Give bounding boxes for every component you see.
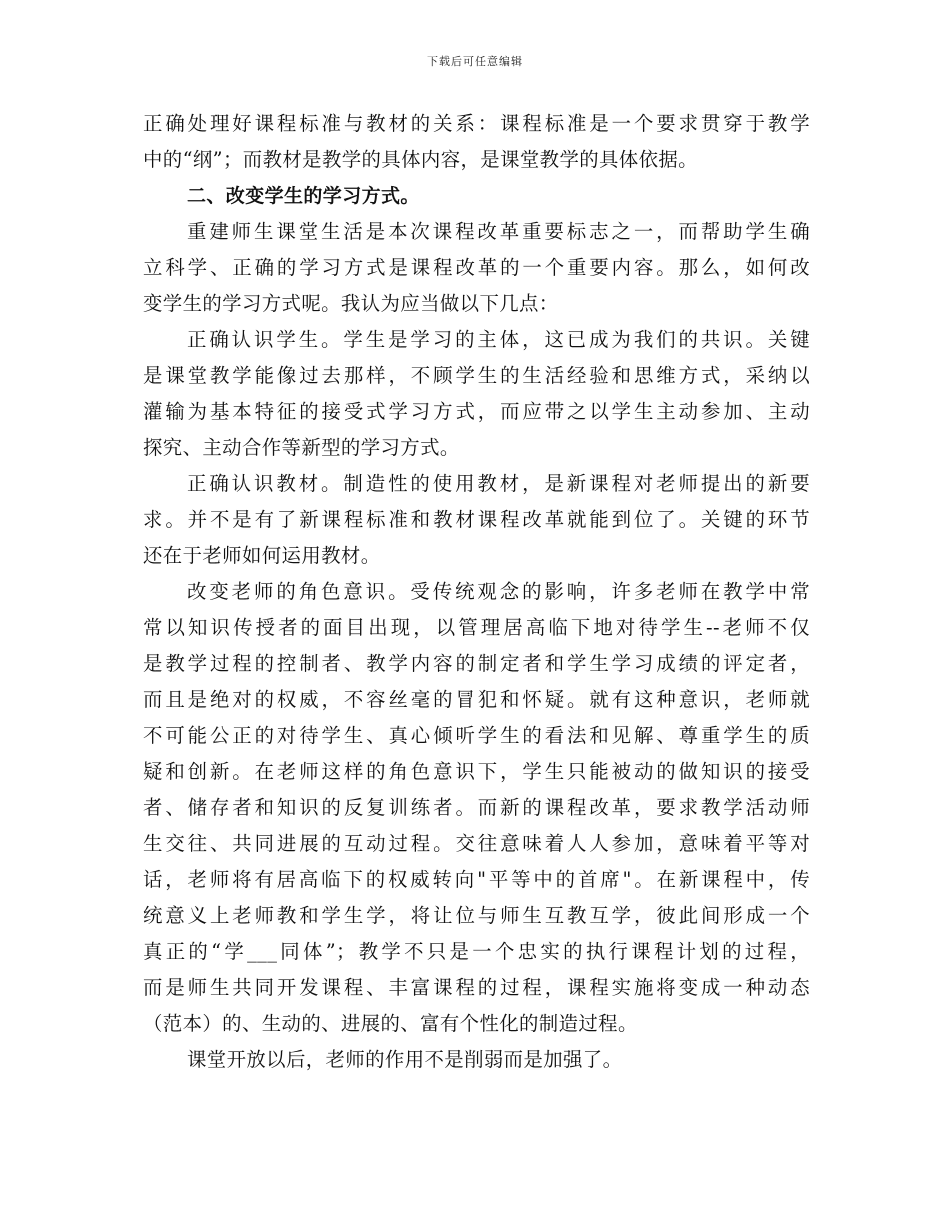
text-line: 不可能公正的对待学生、真心倾听学生的看法和见解、尊重学生的质 — [143, 724, 810, 747]
text-line: 正确认识教材。制造性的使用教材，是新课程对老师提出的新要 — [187, 472, 810, 495]
text-line: 疑和创新。在老师这样的角色意识下，学生只能被动的做知识的接受 — [143, 760, 810, 783]
text-line: 正确处理好课程标准与教材的关系：课程标准是一个要求贯穿于教学 — [143, 112, 810, 135]
text-line: 常以知识传授者的面目出现，以管理居高临下地对待学生--老师不仅 — [143, 616, 810, 639]
page-header: 下载后可任意编辑 — [427, 55, 523, 68]
text-line: 者、储存者和知识的反复训练者。而新的课程改革，要求教学活动师 — [143, 796, 810, 819]
text-line: 探究、主动合作等新型的学习方式。 — [143, 436, 460, 459]
text-line: 课堂开放以后，老师的作用不是削弱而是加强了。 — [187, 1048, 623, 1071]
text-line: 正确认识学生。学生是学习的主体，这已成为我们的共识。关键 — [187, 328, 810, 351]
document-body — [143, 106, 810, 1078]
text-line: （范本）的、生动的、进展的、富有个性化的制造过程。 — [143, 1012, 638, 1035]
text-line: 话，老师将有居高临下的权威转向"平等中的首席"。在新课程中，传 — [143, 868, 810, 891]
text-line: 而且是绝对的权威，不容丝毫的冒犯和怀疑。就有这种意识，老师就 — [143, 688, 810, 711]
text-line: 重建师生课堂生活是本次课程改革重要标志之一，而帮助学生确 — [187, 220, 810, 243]
text-line: 中的“纲”；而教材是教学的具体内容，是课堂教学的具体依据。 — [143, 148, 698, 171]
text-line: 改变老师的角色意识。受传统观念的影响，许多老师在教学中常 — [187, 580, 810, 603]
text-line: 统意义上老师教和学生学，将让位与师生互教互学，彼此间形成一个 — [143, 904, 810, 927]
text-line: 变学生的学习方式呢。我认为应当做以下几点： — [143, 292, 559, 315]
text-line: 是课堂教学能像过去那样，不顾学生的生活经验和思维方式，采纳以 — [143, 364, 810, 387]
text-line: 而是师生共同开发课程、丰富课程的过程，课程实施将变成一种动态 — [143, 976, 810, 999]
section-heading: 二、改变学生的学习方式。 — [187, 185, 420, 207]
text-line: 还在于老师如何运用教材。 — [143, 544, 381, 567]
text-line: 灌输为基本特征的接受式学习方式，而应带之以学生主动参加、主动 — [143, 400, 810, 423]
text-line: 生交往、共同进展的互动过程。交往意味着人人参加，意味着平等对 — [143, 832, 810, 855]
text-line: 是教学过程的控制者、教学内容的制定者和学生学习成绩的评定者， — [143, 652, 810, 675]
text-line: 真正的“学___同体”；教学不只是一个忠实的执行课程计划的过程， — [143, 940, 810, 963]
text-line: 立科学、正确的学习方式是课程改革的一个重要内容。那么，如何改 — [143, 256, 810, 279]
text-line: 求。并不是有了新课程标准和教材课程改革就能到位了。关键的环节 — [143, 508, 810, 531]
